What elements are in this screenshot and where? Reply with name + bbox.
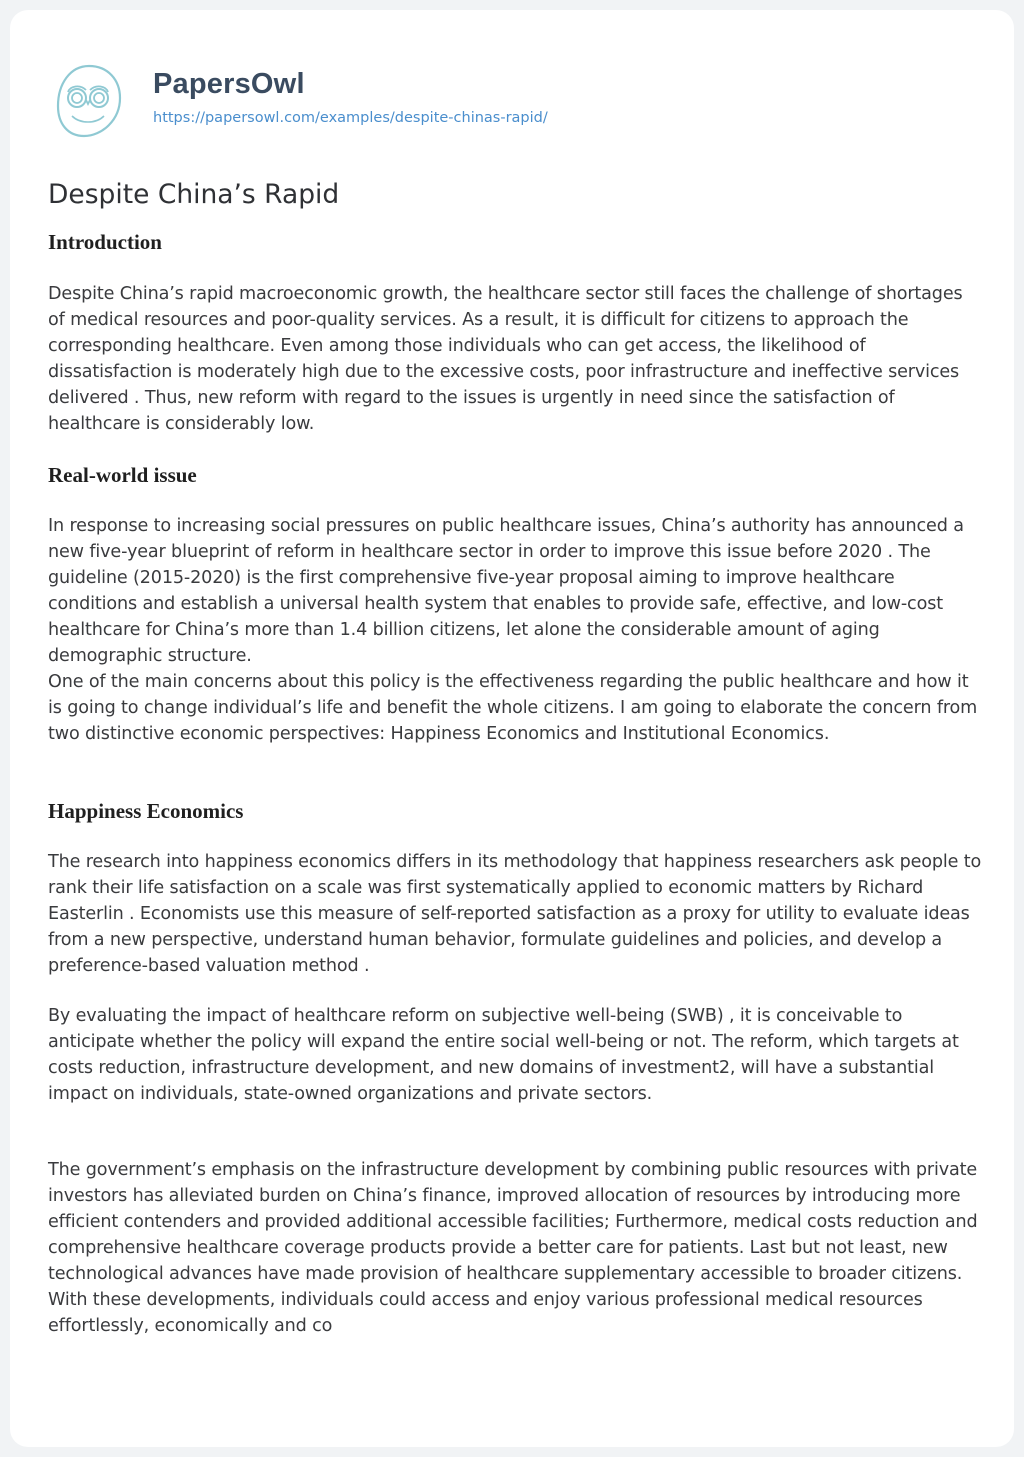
section-heading-happiness-economics: Happiness Economics <box>48 799 244 823</box>
paragraph: By evaluating the impact of healthcare reform on subjective well-being (SWB) , it is conceivable to anticipate whether the policy will expand the entire social well-being or not. The reform, which targets at costs reduction, infrastructure development, and new domains of investment2, will have a substantial impact on individuals, state-owned organizations and private sectors. <box>48 1006 959 1104</box>
document-title: Despite China’s Rapid <box>48 179 340 210</box>
document-page <box>10 10 1014 1447</box>
source-url-link[interactable]: https://papersowl.com/examples/despite-chinas-rapid/ <box>153 110 548 126</box>
section-heading-introduction: Introduction <box>48 230 162 254</box>
paragraph: In response to increasing social pressures on public healthcare issues, China’s authority has announced a new five-year blueprint of reform in healthcare sector in order to improve this issue before 2020 . The guideline (2015-2020) is the first comprehensive five-year proposal aiming to improve healthcare conditions and establish a universal health system that enables to provide safe, effective, and low-cost healthcare for China’s more than 1.4 billion citizens, let alone the considerable amount of aging demographic structure. <box>48 516 964 666</box>
paragraph: The research into happiness economics differs in its methodology that happiness researchers ask people to rank their life satisfaction on a scale was first systematically applied to economic matters by Richard Easterlin . Economists use this measure of self-reported satisfaction as a proxy for utility to evaluate ideas from a new perspective, understand human behavior, formulate guidelines and policies, and develop a preference-based valuation method . <box>48 852 982 976</box>
paragraph: The government’s emphasis on the infrastructure development by combining public resources with private investors has alleviated burden on China’s finance, improved allocation of resources by introducing more efficient contenders and provided additional accessible facilities; Furthermore, medical costs reduction and comprehensive healthcare coverage products provide a better care for patients. Last but not least, new technological advances have made provision of healthcare supplementary accessible to broader citizens. With these developments, individuals could access and enjoy various professional medical resources effortlessly, economically and co <box>48 1160 978 1336</box>
brand-name: PapersOwl <box>153 68 305 100</box>
paragraph: One of the main concerns about this policy is the effectiveness regarding the public healthcare and how it is going to change individual’s life and benefit the whole citizens. I am going to elaborate the concern from two distinctive economic perspectives: Happiness Economics and Institutional Economics. <box>48 672 978 744</box>
owl-logo-icon <box>50 62 128 140</box>
paragraph: Despite China’s rapid macroeconomic growth, the healthcare sector still faces the challenge of shortages of medical resources and poor-quality services. As a result, it is difficult for citizens to approach the corresponding healthcare. Even among those individuals who can get access, the likelihood of dissatisfaction is moderately high due to the excessive costs, poor infrastructure and ineffective services delivered . Thus, new reform with regard to the issues is urgently in need since the satisfaction of healthcare is considerably low. <box>48 284 963 434</box>
site-header <box>50 62 950 142</box>
section-heading-real-world-issue: Real-world issue <box>48 463 197 487</box>
